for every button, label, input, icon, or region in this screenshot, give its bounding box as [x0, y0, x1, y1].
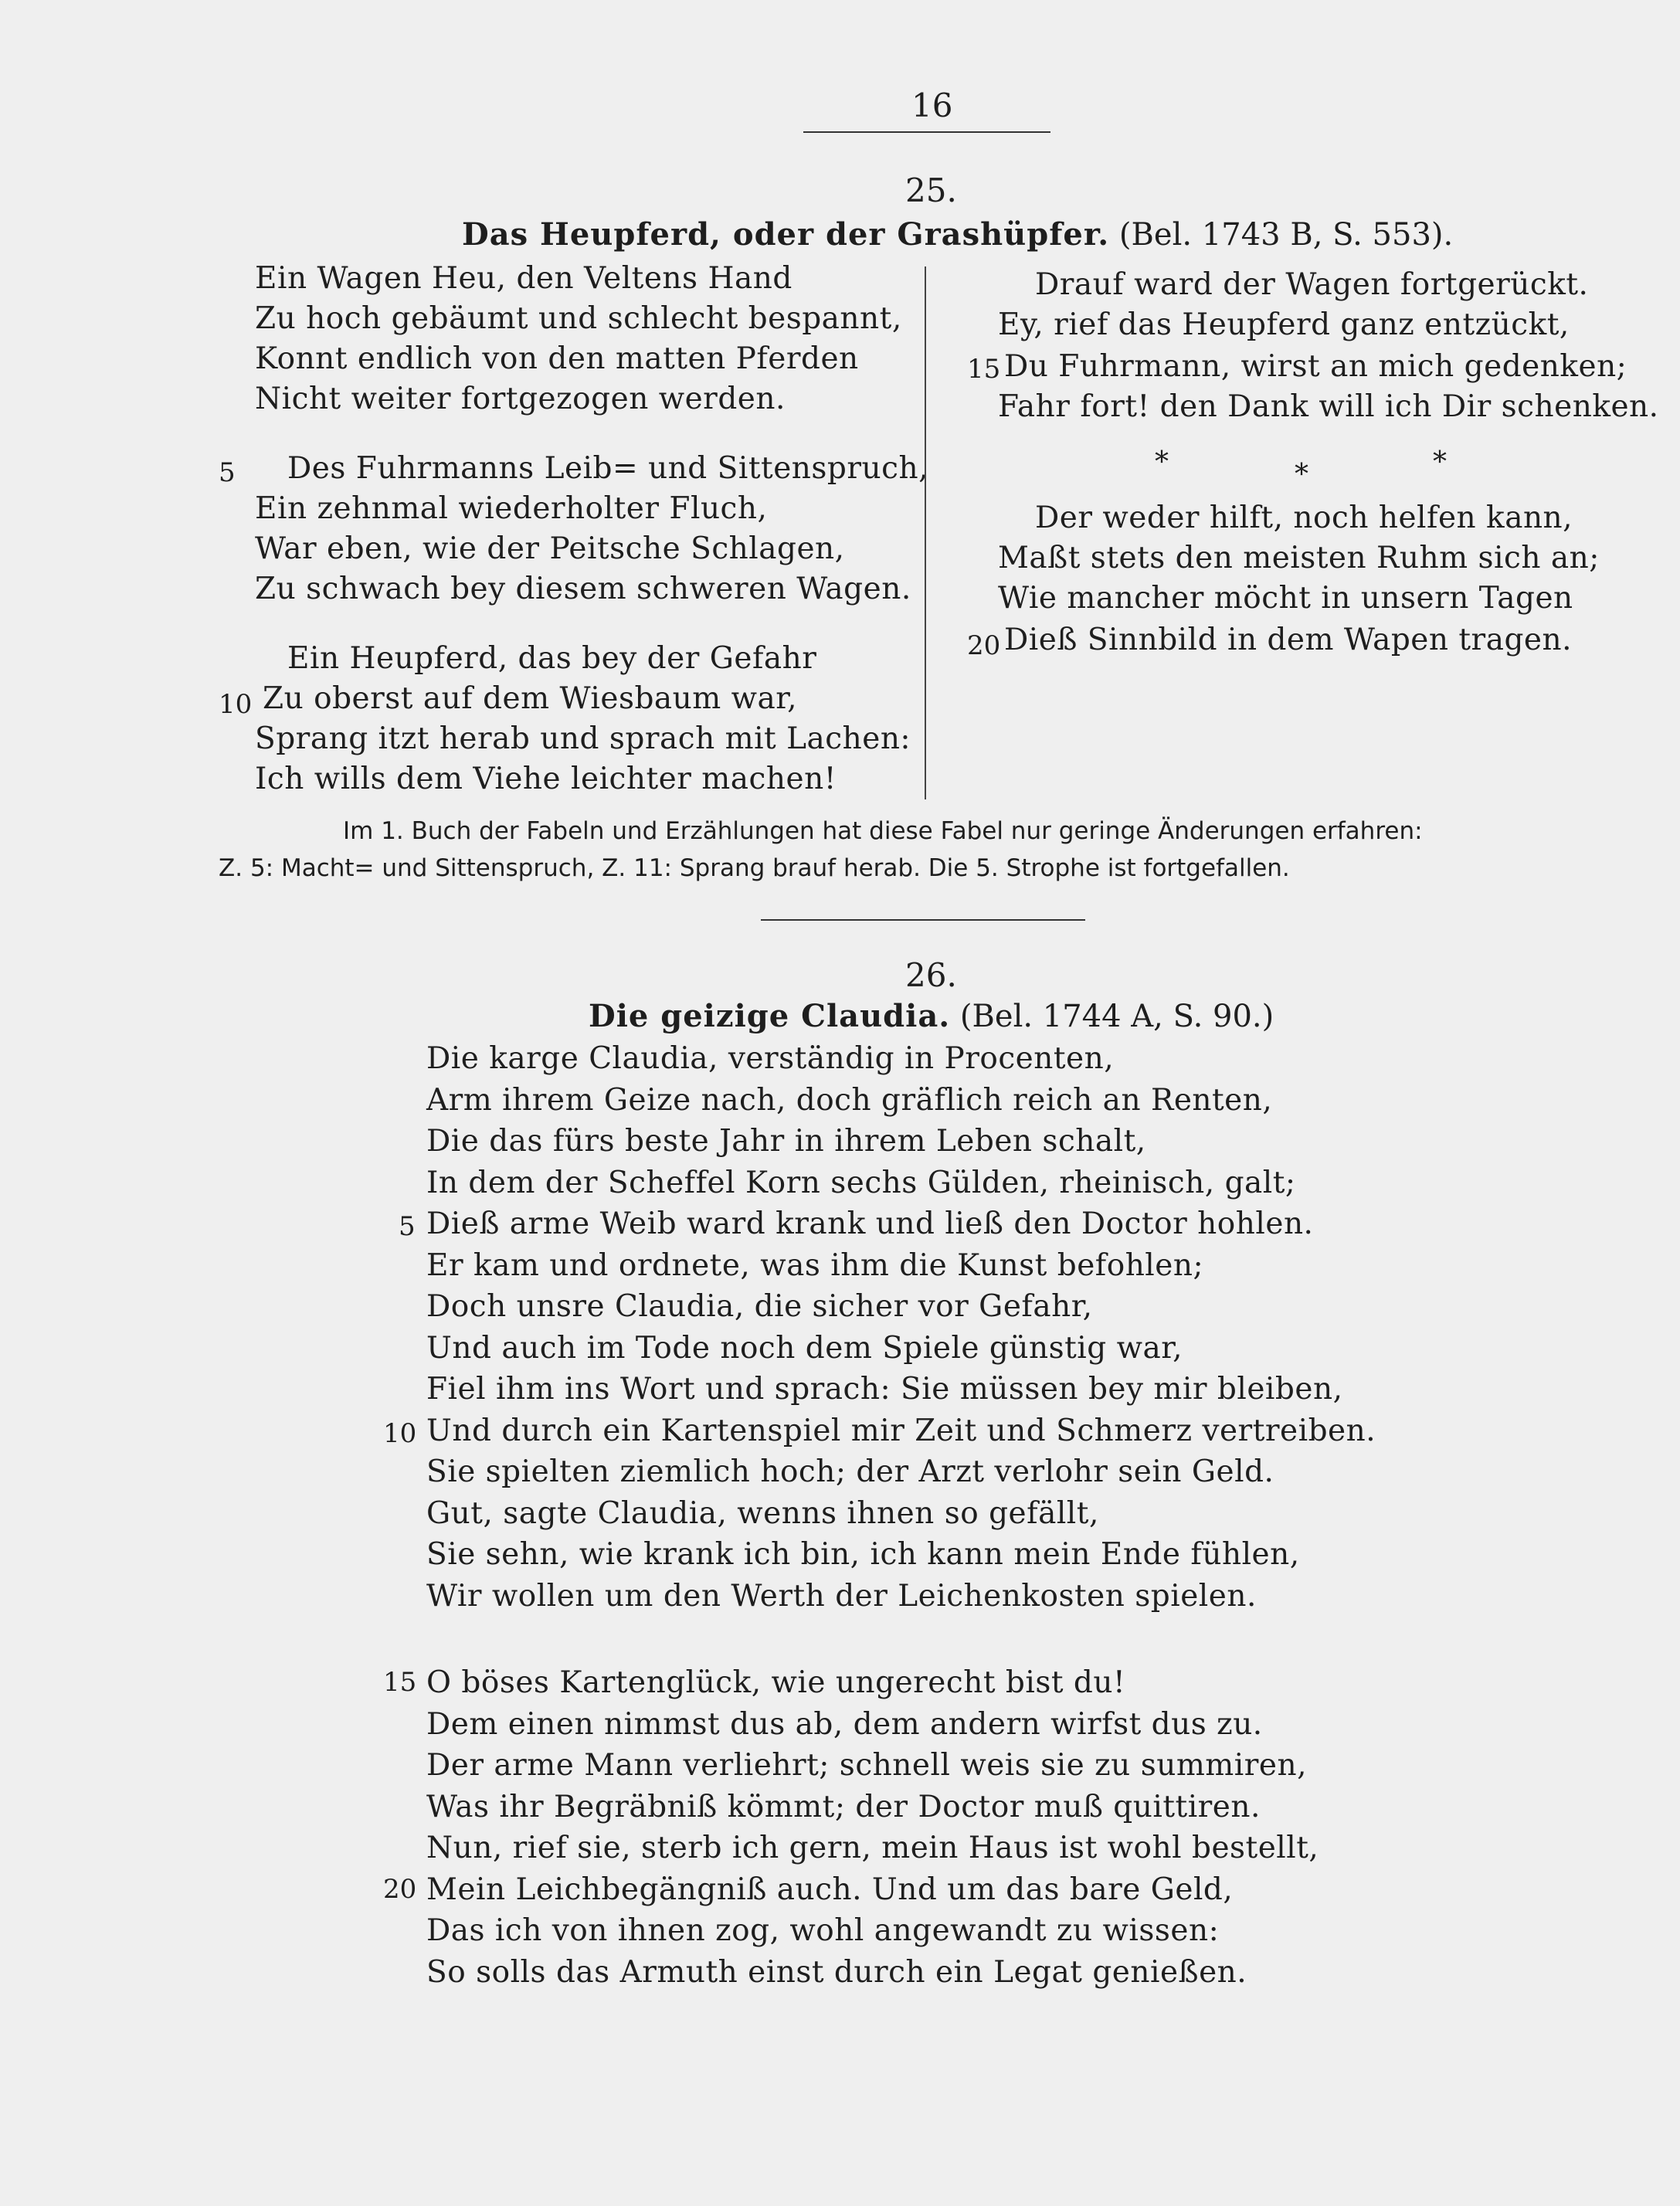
verse-line: So solls das Armuth einst durch ein Legat genießen.	[426, 1955, 1247, 1990]
verse-line: Die karge Claudia, verständig in Procenten,	[426, 1041, 1115, 1076]
section-rule	[761, 919, 1085, 921]
verse-line: Der weder hilft, noch helfen kann,	[1035, 501, 1573, 535]
verse-line: Zu oberst auf dem Wiesbaum war,	[263, 681, 798, 716]
asterism-star: *	[1433, 446, 1447, 478]
verse-line: Und durch ein Kartenspiel mir Zeit und Schmerz vertreiben.	[426, 1414, 1376, 1448]
verse-line: Konnt endlich von den matten Pferden	[255, 341, 859, 376]
poem25-ref: (Bel. 1743 B, S. 553).	[1118, 217, 1454, 253]
verse-line: Der arme Mann verliehrt; schnell weis sie zu summiren,	[426, 1748, 1308, 1783]
verse-line: In dem der Scheffel Korn sechs Gülden, rheinisch, galt;	[426, 1166, 1296, 1200]
line-number-10: 10	[383, 1418, 417, 1449]
verse-line: Nun, rief sie, sterb ich gern, mein Haus ist wohl bestellt,	[426, 1831, 1319, 1865]
line-number-15: 15	[383, 1667, 417, 1698]
verse-line: Ein Heupferd, das bey der Gefahr	[287, 641, 817, 676]
poem25-number: 25.	[905, 171, 957, 209]
verse-line: Die das fürs beste Jahr in ihrem Leben schalt,	[426, 1124, 1146, 1159]
verse-line: Nicht weiter fortgezogen werden.	[255, 382, 786, 416]
line-number-5: 5	[399, 1211, 416, 1242]
verse-line: Und auch im Tode noch dem Spiele günstig war,	[426, 1331, 1183, 1366]
verse-line: Des Fuhrmanns Leib= und Sittenspruch,	[287, 451, 928, 486]
verse-line: War eben, wie der Peitsche Schlagen,	[255, 531, 845, 566]
verse-line: Sprang itzt herab und sprach mit Lachen:	[255, 721, 911, 756]
verse-line: Wir wollen um den Werth der Leichenkosten spielen.	[426, 1579, 1257, 1614]
poem26-title-block	[589, 998, 1274, 1034]
verse-line: Zu schwach bey diesem schweren Wagen.	[255, 572, 911, 606]
poem25-title: Das Heupferd, oder der Grashüpfer.	[462, 216, 1110, 253]
column-divider	[925, 266, 926, 799]
poem26-title: Die geizige Claudia.	[589, 998, 951, 1034]
line-number-20: 20	[967, 630, 1001, 661]
poem26-number: 26.	[905, 956, 957, 994]
verse-line: Dieß Sinnbild in dem Wapen tragen.	[1004, 623, 1573, 657]
verse-line: Ey, rief das Heupferd ganz entzückt,	[998, 307, 1570, 342]
line-number-5: 5	[219, 457, 236, 488]
verse-line: Ein Wagen Heu, den Veltens Hand	[255, 261, 792, 296]
verse-line: Gut, sagte Claudia, wenns ihnen so gefällt,	[426, 1496, 1099, 1531]
page-number: 16	[911, 87, 953, 124]
verse-line: Maßt stets den meisten Ruhm sich an;	[998, 541, 1600, 575]
asterism-star: *	[1295, 459, 1308, 490]
line-number-10: 10	[219, 689, 253, 720]
verse-line: Doch unsre Claudia, die sicher vor Gefahr,	[426, 1289, 1093, 1324]
poem25-note-line1: Im 1. Buch der Fabeln und Erzählungen hat diese Fabel nur geringe Änderungen erfahren:	[343, 817, 1423, 845]
verse-line: Fahr fort! den Dank will ich Dir schenken.	[998, 389, 1659, 424]
verse-line: Arm ihrem Geize nach, doch gräflich reich an Renten,	[426, 1083, 1273, 1118]
asterism-star: *	[1155, 446, 1169, 478]
verse-line: Drauf ward der Wagen fortgerückt.	[1035, 267, 1589, 302]
verse-line: Ich wills dem Viehe leichter machen!	[255, 762, 837, 796]
verse-line: Ein zehnmal wiederholter Fluch,	[255, 491, 768, 526]
poem26-ref: (Bel. 1744 A, S. 90.)	[959, 999, 1274, 1034]
verse-line: Was ihr Begräbniß kömmt; der Doctor muß quittiren.	[426, 1790, 1261, 1824]
poem25-note-line2: Z. 5: Macht= und Sittenspruch, Z. 11: Sprang brauf herab. Die 5. Strophe ist fortgefallen.	[219, 854, 1290, 882]
verse-line: O böses Kartenglück, wie ungerecht bist du!	[426, 1665, 1126, 1700]
verse-line: Wie mancher möcht in unsern Tagen	[998, 581, 1573, 616]
verse-line: Dieß arme Weib ward krank und ließ den Doctor hohlen.	[426, 1207, 1314, 1241]
verse-line: Er kam und ordnete, was ihm die Kunst befohlen;	[426, 1248, 1204, 1283]
verse-line: Fiel ihm ins Wort und sprach: Sie müssen bey mir bleiben,	[426, 1372, 1343, 1407]
verse-line: Dem einen nimmst dus ab, dem andern wirfst dus zu.	[426, 1707, 1263, 1742]
verse-line: Zu hoch gebäumt und schlecht bespannt,	[255, 301, 902, 336]
line-number-15: 15	[967, 354, 1001, 385]
verse-line: Sie spielten ziemlich hoch; der Arzt verlohr sein Geld.	[426, 1454, 1274, 1489]
header-rule	[803, 131, 1050, 133]
poem25-title-block	[462, 216, 1453, 253]
verse-line: Du Fuhrmann, wirst an mich gedenken;	[1004, 349, 1627, 384]
verse-line: Sie sehn, wie krank ich bin, ich kann mein Ende fühlen,	[426, 1537, 1300, 1572]
line-number-20: 20	[383, 1874, 417, 1905]
verse-line: Das ich von ihnen zog, wohl angewandt zu wissen:	[426, 1913, 1220, 1948]
verse-line: Mein Leichbegängniß auch. Und um das bare Geld,	[426, 1872, 1234, 1907]
